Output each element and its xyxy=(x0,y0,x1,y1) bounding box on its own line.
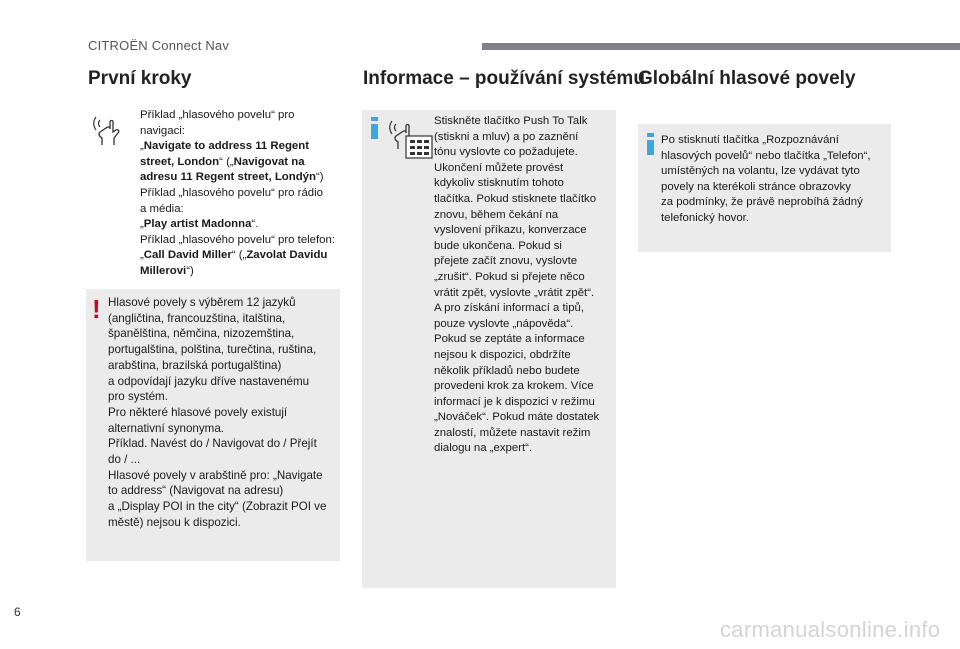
info-box-usage xyxy=(362,110,616,588)
usage-text: Stiskněte tlačítko Push To Talk (stiskni a mluv) a po zaznění tónu vyslovte co požadujete. Ukončení můžete provést kdykoliv stisknutím tohoto tlačítka. Pokud stisknete tlačítko znovu, během čekání na vyslovení příkazu, konverzace bude ukončena. Pokud si přejete začít znovu, vyslovte „zrušit“. Pokud si přejete něco vrátit zpět, vyslovte „vrátit zpět“. A pro získání informací a tipů, pouze vyslovte „nápověda“. Pokud se zeptáte a informace nejsou k dispozici, obdržíte několik příkladů nebo budete provedeni krok za krokem. Více informací je k dispozici v režimu „Nováček“. Pokud máte dostatek znalostí, můžete nastavit režim dialogu na „expert“. xyxy=(434,115,600,455)
info-icon xyxy=(368,116,382,142)
info-icon xyxy=(644,132,658,158)
info-box-global xyxy=(638,124,891,252)
voice-command-icon xyxy=(88,112,128,148)
page-number: 6 xyxy=(14,605,21,619)
warning-icon: ! xyxy=(92,294,101,324)
warning-text: Hlasové povely s výběrem 12 jazyků (angličtina, francouzština, italština, španělština, němčina, nizozemština, portugalština, polština, turečtina, ruština, arabština, brazilská portugalština) a odpovídají jazyku dříve nastavenému pro systém. Pro některé hlasové povely existují alternativní synonyma. Příklad. Navést do / Navigovat do / Přejít do / ... Hlasové povely v arabštině pro: „Navigate to address“ (Navigovat na adresu) a „Display POI in the city“ (Zobrazit POI ve městě) nejsou k dispozici. xyxy=(108,296,327,529)
section-title-global-commands: Globální hlasové povely xyxy=(638,68,856,89)
push-to-talk-icon xyxy=(384,116,436,162)
warning-box xyxy=(86,289,340,561)
watermark: carmanualsonline.info xyxy=(720,617,941,642)
header-brand: CITROËN Connect Nav xyxy=(88,38,230,53)
global-commands-text: Po stisknutí tlačítka „Rozpoznávání hlasových povelů“ nebo tlačítka „Telefon“, umístěných na volantu, lze vydávat tyto povely na kterékoli stránce obrazovky za podmínky, že právě neprobíhá žádný telefonický hovor. xyxy=(661,134,871,224)
voice-command-examples: Příklad „hlasového povelu“ pro navigaci: „Navigate to address 11 Regent street, London“ („Navigovat na adresu 11 Regent street, Londýn“) Příklad „hlasového povelu“ pro rádio a média: „Play artist Madonna“. Příklad „hlasového povelu“ pro telefon: „Call David Miller“ („Zavolat Davidu Millerovi“) xyxy=(140,109,336,277)
section-title-info-usage: Informace – používání systému xyxy=(363,68,645,89)
section-title-first-steps: První kroky xyxy=(88,68,192,89)
header-bar xyxy=(482,43,960,50)
